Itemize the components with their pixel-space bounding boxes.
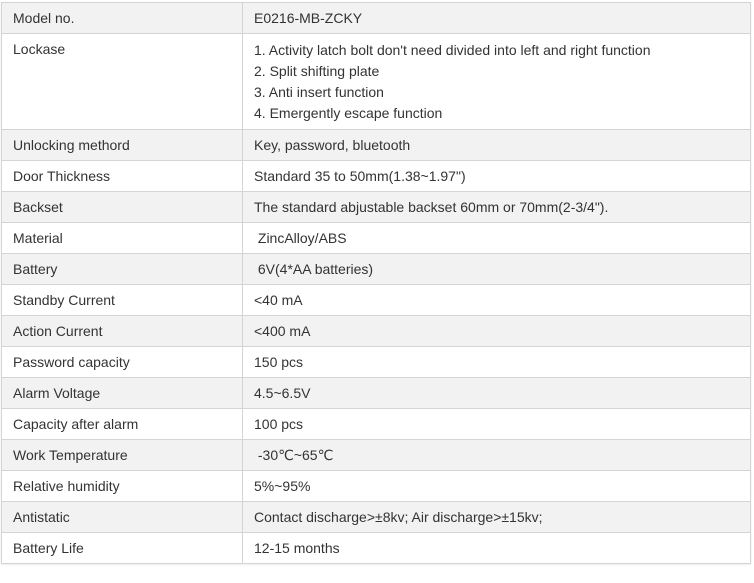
spec-label: Relative humidity (2, 471, 243, 502)
spec-label: Door Thickness (2, 161, 243, 192)
spec-value-list (243, 34, 751, 130)
spec-value: Standard 35 to 50mm(1.38~1.97") (243, 161, 751, 192)
table-row (2, 161, 751, 192)
table-row (2, 254, 751, 285)
table-row (2, 316, 751, 347)
spec-table (1, 2, 751, 564)
spec-label: Backset (2, 192, 243, 223)
spec-label: Alarm Voltage (2, 378, 243, 409)
spec-value: 6V(4*AA batteries) (243, 254, 751, 285)
spec-value: <400 mA (243, 316, 751, 347)
table-row (2, 285, 751, 316)
spec-label: Battery (2, 254, 243, 285)
list-item: 3. Anti insert function (254, 83, 384, 100)
spec-label: Battery Life (2, 533, 243, 564)
table-row (2, 409, 751, 440)
table-row (2, 347, 751, 378)
spec-value: 4.5~6.5V (243, 378, 751, 409)
table-row (2, 502, 751, 533)
list-item: 4. Emergently escape function (254, 104, 443, 121)
spec-value: E0216-MB-ZCKY (243, 3, 751, 34)
table-row (2, 440, 751, 471)
spec-value: 100 pcs (243, 409, 751, 440)
spec-label: Password capacity (2, 347, 243, 378)
spec-label: Antistatic (2, 502, 243, 533)
table-row (2, 533, 751, 564)
spec-value: -30℃~65℃ (243, 440, 751, 471)
spec-value: 5%~95% (243, 471, 751, 502)
table-row (2, 378, 751, 409)
spec-label: Model no. (2, 3, 243, 34)
spec-label: Capacity after alarm (2, 409, 243, 440)
spec-value: 150 pcs (243, 347, 751, 378)
spec-value: Contact discharge>±8kv; Air discharge>±15kv; (243, 502, 751, 533)
spec-label: Lockase (2, 34, 243, 130)
table-row (2, 192, 751, 223)
spec-value: 12-15 months (243, 533, 751, 564)
list-item: 1. Activity latch bolt don't need divided into left and right function (254, 41, 651, 58)
table-row (2, 3, 751, 34)
spec-value: The standard abjustable backset 60mm or 70mm(2-3/4"). (243, 192, 751, 223)
list-item: 2. Split shifting plate (254, 62, 380, 79)
spec-value: ZincAlloy/ABS (243, 223, 751, 254)
spec-label: Unlocking methord (2, 130, 243, 161)
table-row (2, 34, 751, 130)
spec-value: Key, password, bluetooth (243, 130, 751, 161)
spec-value: <40 mA (243, 285, 751, 316)
spec-label: Standby Current (2, 285, 243, 316)
table-row (2, 223, 751, 254)
table-row (2, 130, 751, 161)
spec-label: Action Current (2, 316, 243, 347)
spec-label: Work Temperature (2, 440, 243, 471)
spec-label: Material (2, 223, 243, 254)
table-row (2, 471, 751, 502)
